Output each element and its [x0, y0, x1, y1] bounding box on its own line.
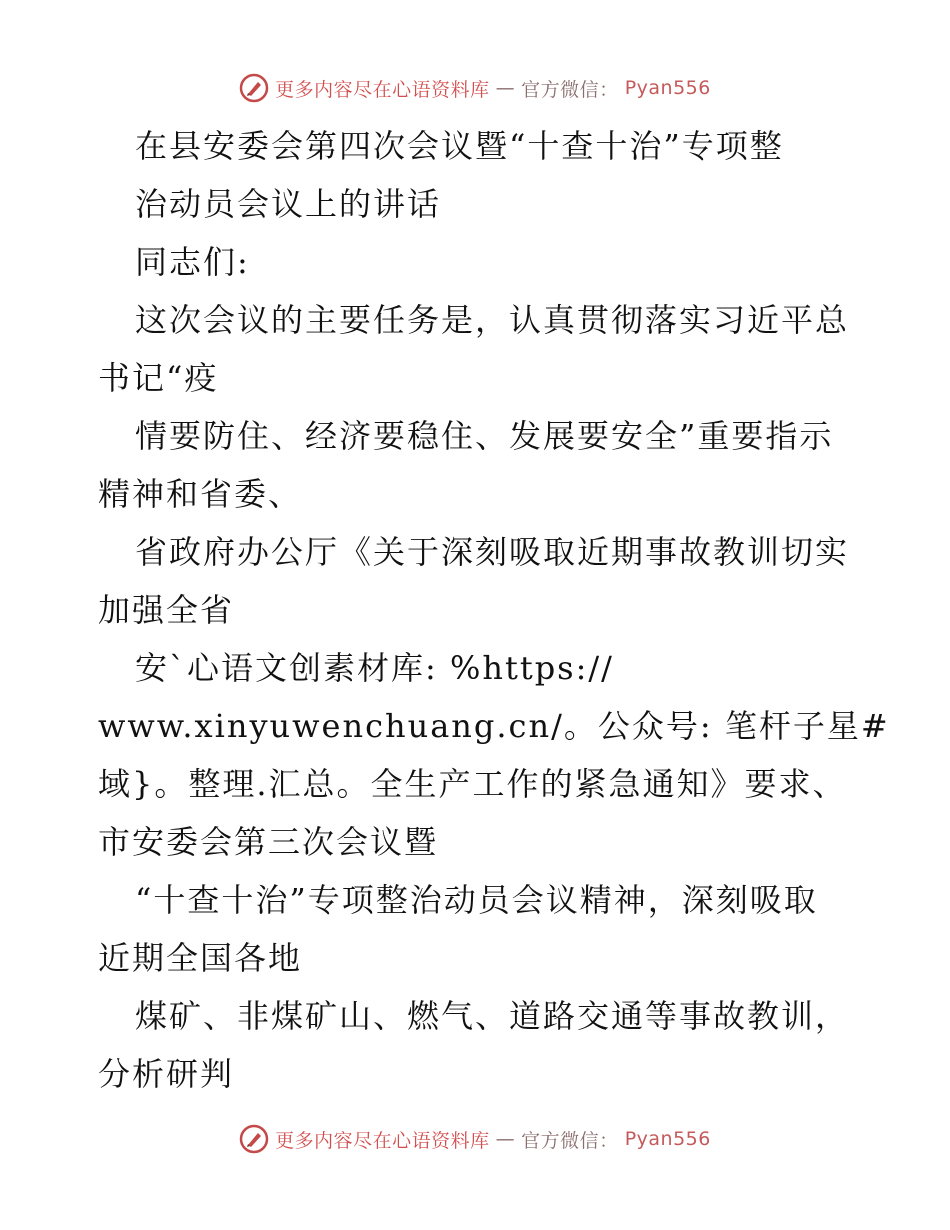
paragraph-4-line-1: 安`心语文创素材库: %https:// — [135, 649, 614, 687]
paragraph-4-line-2: www.xinyuwenchuang.cn/。公众号: 笔杆子星# — [98, 707, 890, 745]
watermark-wechat-label: 官方微信： — [521, 1129, 619, 1152]
paragraph-3-line-2: 加强全省 — [98, 591, 235, 629]
document-body — [98, 117, 890, 1103]
paragraph-6-line-2: 分析研判 — [98, 1055, 235, 1093]
watermark-wechat-id: Pyan556 — [624, 1128, 711, 1150]
paragraph-4-line-3: 域}。整理.汇总。全生产工作的紧急通知》要求、 — [98, 765, 847, 803]
paragraph-1-line-2: 书记“疫 — [98, 359, 219, 397]
paragraph-5-line-1: “十查十治”专项整治动员会议精神，深刻吸取 — [135, 881, 818, 919]
salutation: 同志们: — [135, 243, 250, 281]
footer-watermark — [0, 1124, 950, 1154]
paragraph-5-line-2: 近期全国各地 — [98, 939, 303, 977]
document-title-line-1: 在县安委会第四次会议暨“十查十治”专项整 — [135, 127, 784, 165]
watermark-dash: — — [495, 1128, 516, 1150]
pen-nib-logo-icon — [239, 73, 269, 103]
watermark-wechat-label: 官方微信： — [521, 78, 619, 101]
paragraph-1-line-1: 这次会议的主要任务是，认真贯彻落实习近平总 — [135, 301, 850, 339]
pen-nib-logo-icon — [239, 1124, 269, 1154]
watermark-wechat-id: Pyan556 — [624, 77, 711, 99]
header-watermark — [0, 73, 950, 103]
paragraph-2-line-2: 精神和省委、 — [98, 475, 303, 513]
paragraph-6-line-1: 煤矿、非煤矿山、燃气、道路交通等事故教训， — [135, 997, 850, 1035]
watermark-main-text: 更多内容尽在心语资料库 — [275, 1129, 490, 1152]
watermark-dash: — — [495, 77, 516, 99]
paragraph-4-line-4: 市安委会第三次会议暨 — [98, 823, 439, 861]
paragraph-3-line-1: 省政府办公厅《关于深刻吸取近期事故教训切实 — [135, 533, 850, 571]
paragraph-2-line-1: 情要防住、经济要稳住、发展要安全”重要指示 — [135, 417, 834, 455]
document-title-line-2: 治动员会议上的讲话 — [135, 185, 442, 223]
watermark-main-text: 更多内容尽在心语资料库 — [275, 78, 490, 101]
